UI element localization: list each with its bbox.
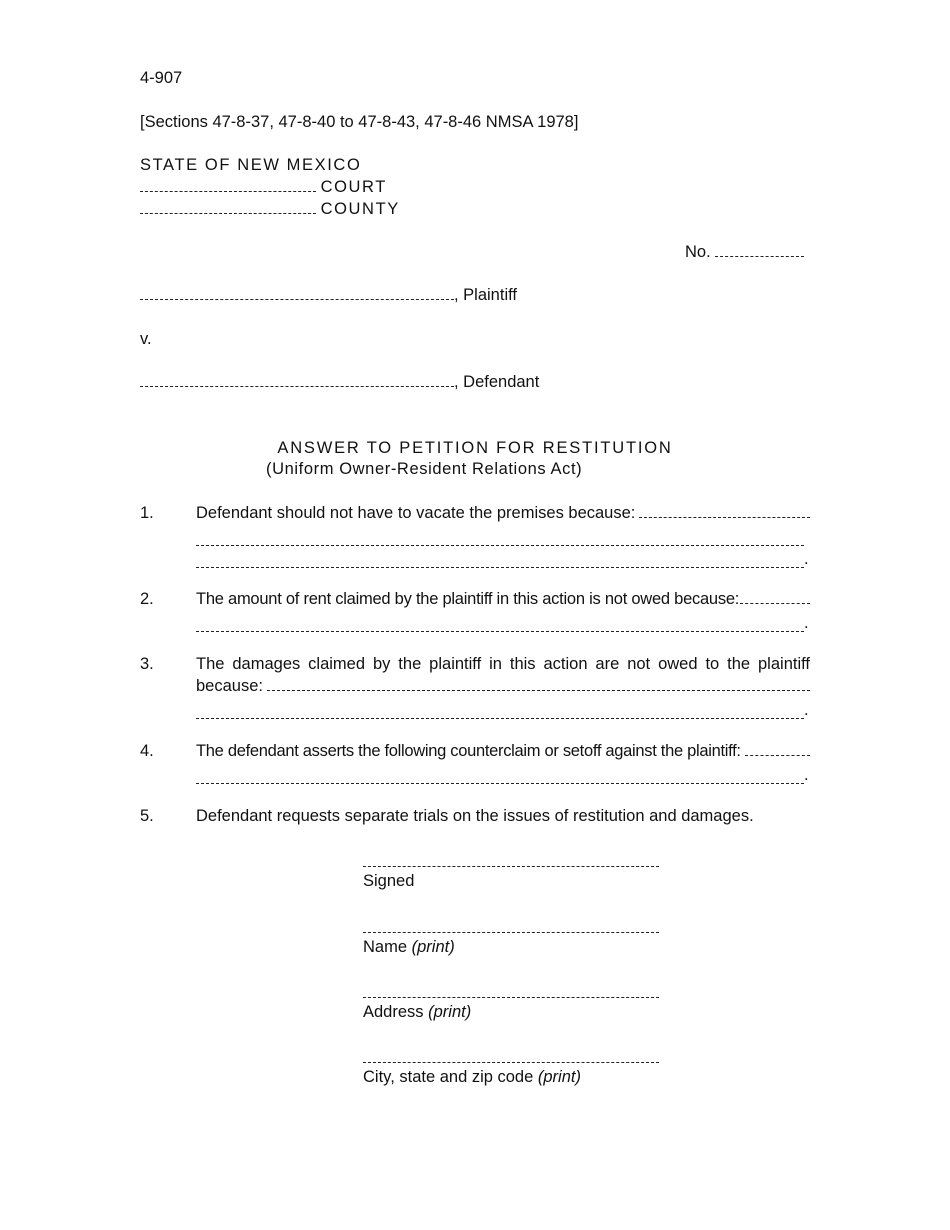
item-1-blank-line[interactable] (196, 524, 810, 546)
item-4-blank[interactable] (745, 740, 810, 756)
item-4-first-line (196, 740, 810, 762)
item-number: 5. (140, 807, 154, 825)
address-blank[interactable] (363, 997, 659, 998)
plaintiff-name-blank[interactable] (140, 285, 454, 300)
item-1-blank[interactable] (639, 502, 810, 518)
county-name-blank[interactable] (140, 199, 316, 214)
city-state-zip-blank[interactable] (363, 1062, 659, 1063)
item-3-blank-line[interactable]: . (196, 697, 810, 719)
item-3-second-line (196, 675, 810, 697)
court-label: COURT (320, 178, 387, 196)
item-2-text: The amount of rent claimed by the plaintiff in this action is not owed because: (196, 590, 740, 608)
address-label: Address (print) (363, 1003, 472, 1021)
item-3-text-cont: because: (196, 677, 263, 695)
signed-label: Signed (363, 872, 415, 890)
item-2-blank-line[interactable]: . (196, 610, 810, 632)
defendant-name-blank[interactable] (140, 372, 454, 387)
item-1 (196, 502, 810, 568)
item-2 (196, 588, 810, 632)
item-1-blank-line[interactable]: . (196, 546, 810, 568)
item-5-text: Defendant requests separate trials on the issues of restitution and damages. (196, 807, 754, 825)
court-name-blank[interactable] (140, 177, 316, 192)
city-state-zip-label: City, state and zip code (print) (363, 1068, 581, 1086)
item-number: 1. (140, 504, 154, 522)
item-4-text: The defendant asserts the following counterclaim or setoff against the plaintiff: (196, 742, 741, 760)
county-line (140, 199, 400, 219)
case-number-blank[interactable] (715, 242, 804, 257)
item-3-blank[interactable] (267, 675, 810, 691)
item-number: 3. (140, 655, 154, 673)
statute-reference: [Sections 47-8-37, 47-8-40 to 47-8-43, 47-8-46 NMSA 1978] (140, 113, 579, 131)
name-label: Name (print) (363, 938, 455, 956)
document-subtitle: (Uniform Owner-Resident Relations Act) (266, 460, 583, 478)
item-number: 2. (140, 590, 154, 608)
defendant-label: , Defendant (454, 373, 540, 391)
signature-blank[interactable] (363, 866, 659, 867)
defendant-line (140, 372, 539, 392)
versus: v. (140, 330, 152, 348)
case-number-line (685, 242, 804, 262)
county-label: COUNTY (320, 200, 400, 218)
item-4-blank-line[interactable]: . (196, 762, 810, 784)
plaintiff-line (140, 285, 517, 305)
name-blank[interactable] (363, 932, 659, 933)
item-1-text: Defendant should not have to vacate the premises because: (196, 504, 636, 522)
item-number: 4. (140, 742, 154, 760)
item-3 (196, 653, 810, 719)
item-2-blank[interactable] (740, 588, 810, 604)
item-2-first-line (196, 588, 810, 610)
item-5 (196, 805, 810, 827)
document-title: ANSWER TO PETITION FOR RESTITUTION (277, 439, 673, 457)
item-3-text: The damages claimed by the plaintiff in this action are not owed to the plaintiff (196, 655, 810, 673)
court-line (140, 177, 387, 197)
rule-number: 4-907 (140, 69, 183, 87)
state-heading: STATE OF NEW MEXICO (140, 156, 362, 174)
item-4 (196, 740, 810, 784)
plaintiff-label: , Plaintiff (454, 286, 517, 304)
case-number-label: No. (685, 243, 711, 261)
item-1-first-line (196, 502, 810, 524)
